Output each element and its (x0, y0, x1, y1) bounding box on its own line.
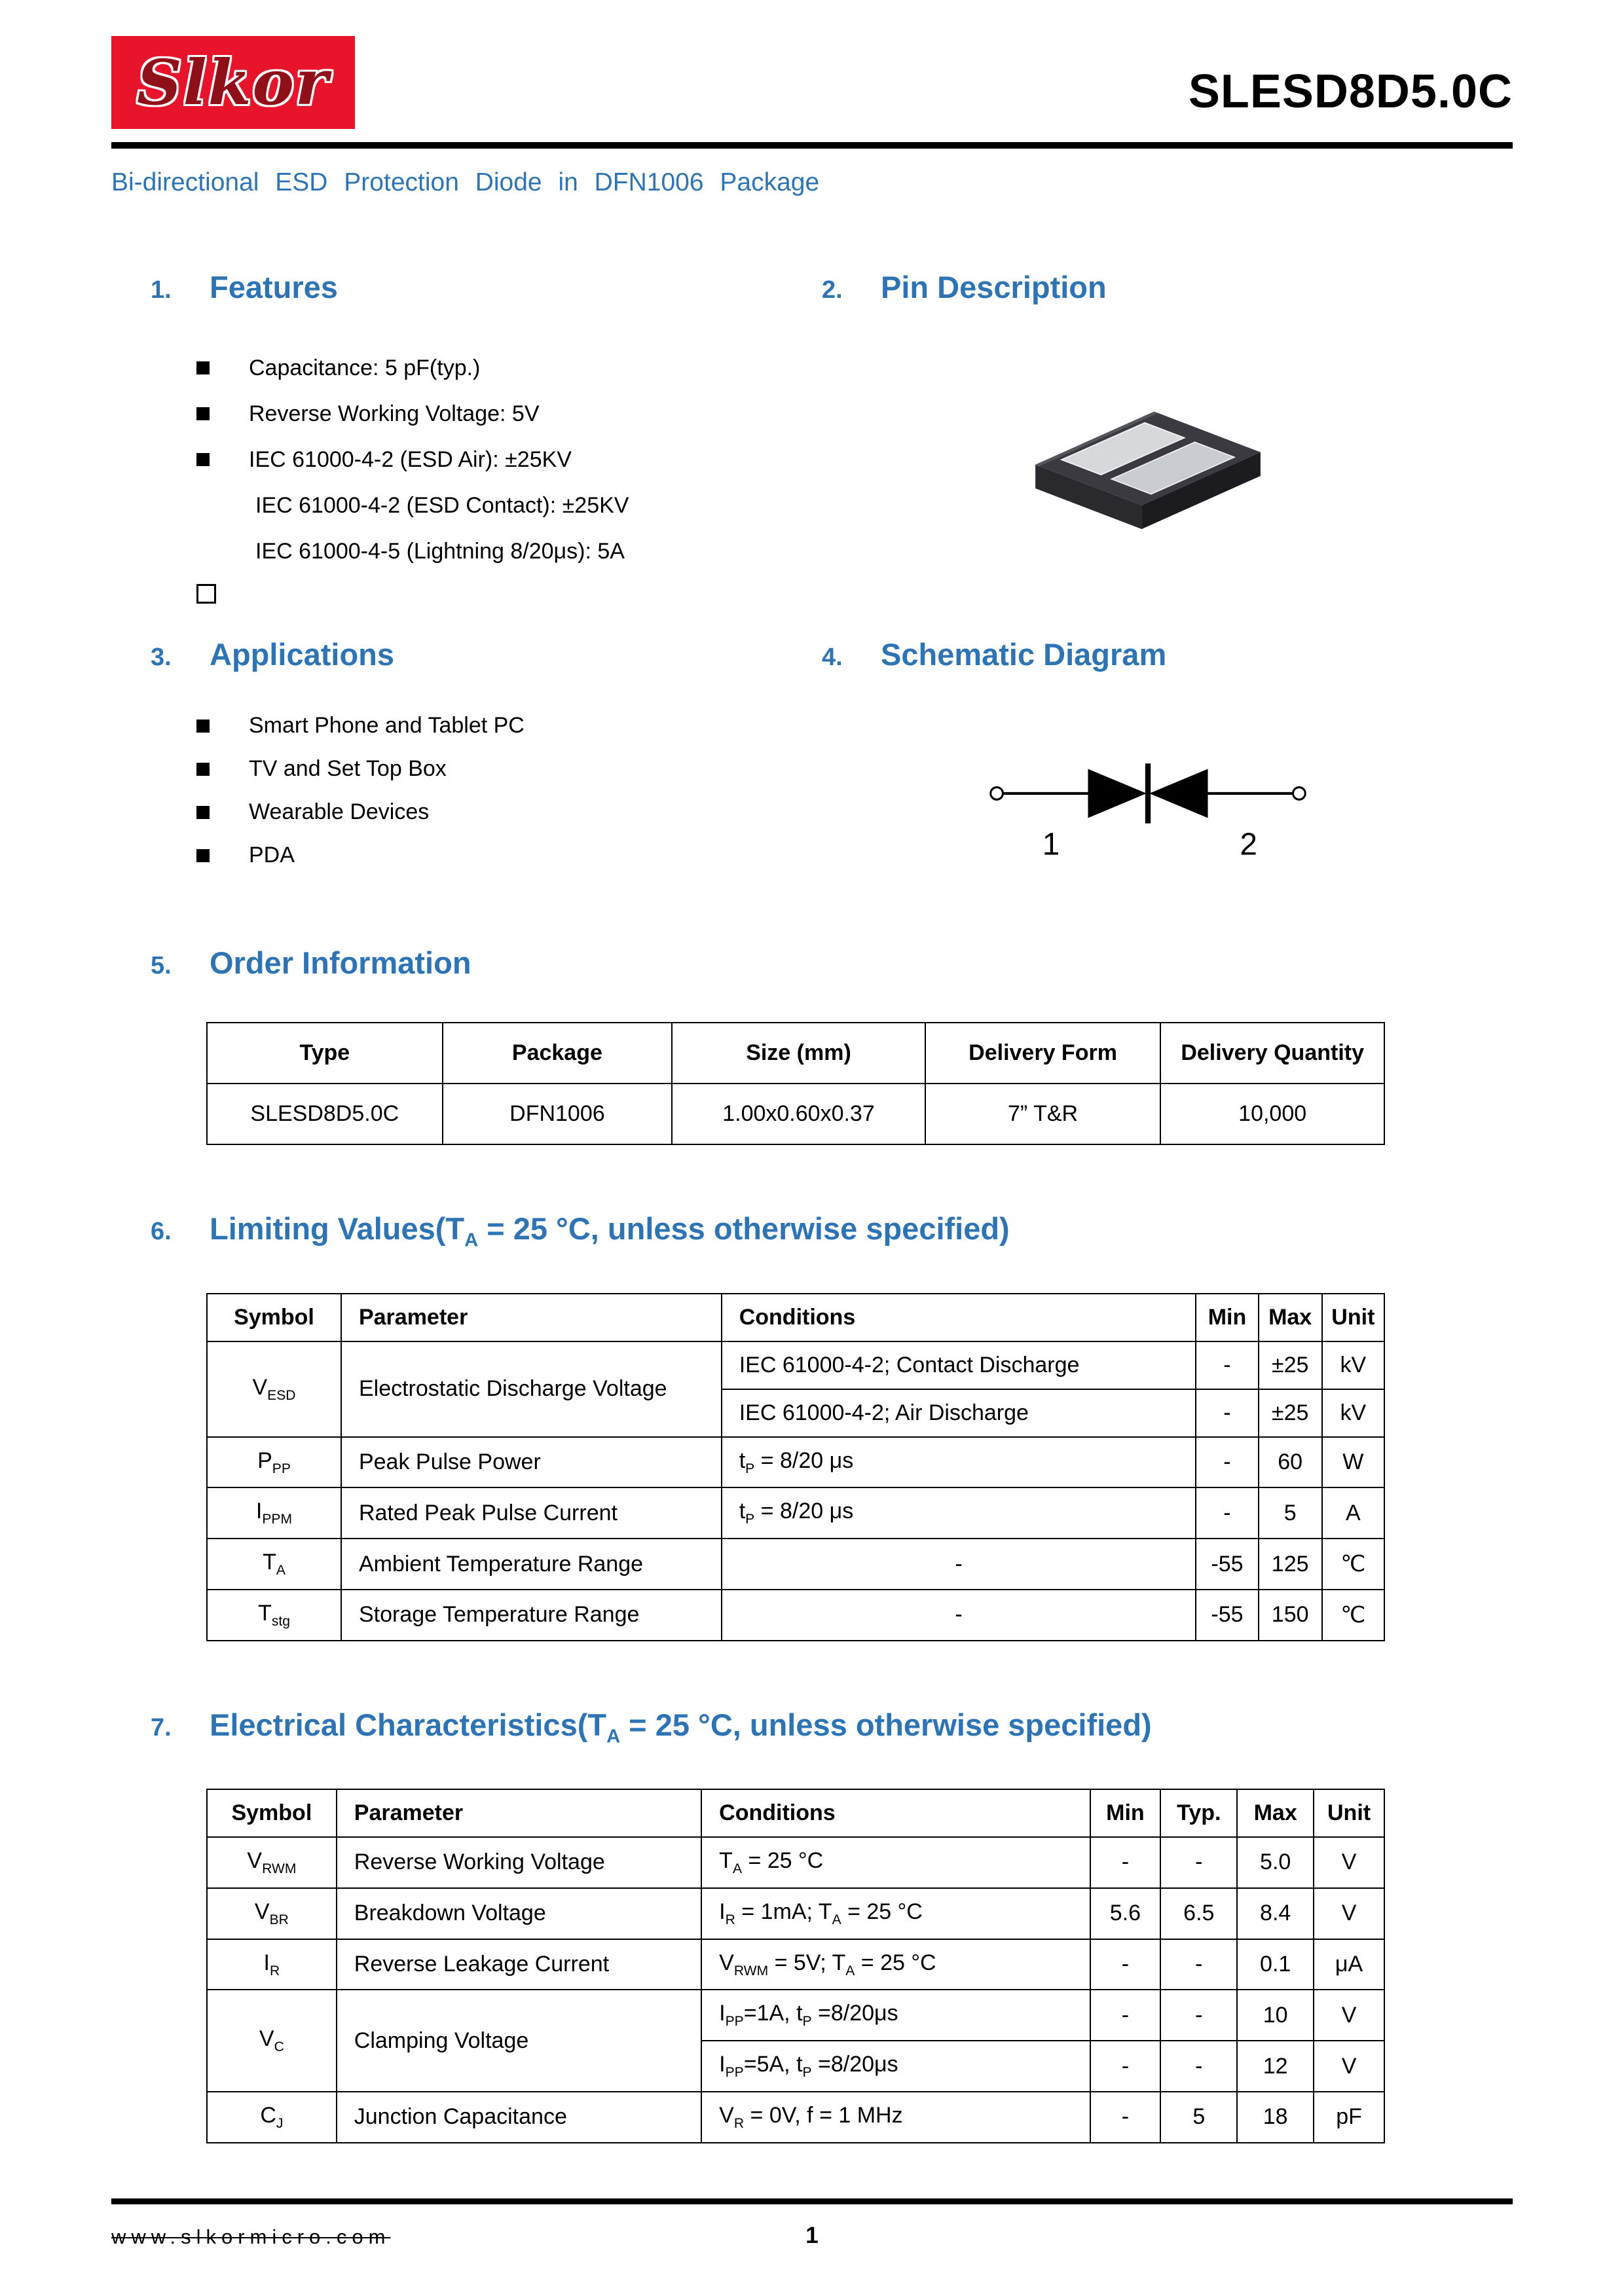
electrical-characteristics-table (206, 1789, 1385, 2143)
pin2-label: 2 (1239, 827, 1257, 862)
table-cell: ℃ (1322, 1590, 1384, 1641)
table-cell: V (1314, 2041, 1384, 2092)
table-cell: Breakdown Voltage (337, 1888, 701, 1939)
table-cell: $I_{PPM}$ (207, 1487, 341, 1539)
square-bullet-icon (196, 361, 210, 374)
table-cell: -55 (1196, 1539, 1258, 1590)
dfn-package-image (1004, 365, 1292, 558)
section-number: 1. (151, 276, 172, 304)
application-item (196, 756, 783, 782)
feature-text: Capacitance: 5 pF(typ.) (249, 355, 481, 380)
table-cell: SLESD8D5.0C (207, 1084, 443, 1144)
table-row (207, 1437, 1384, 1488)
feature-item (196, 355, 783, 381)
section-number: 4. (822, 644, 843, 672)
table-cell: $I_{PP}=1A$, $t_P =8/20\mu s$ (701, 1990, 1090, 2041)
column-header: Parameter (341, 1294, 722, 1341)
electrical-characteristics-heading (151, 1707, 1513, 1748)
table-cell: 150 (1259, 1590, 1322, 1641)
table-cell: $V_{RWM}$ (207, 1837, 337, 1888)
table-row (207, 1539, 1384, 1590)
section-title: Schematic Diagram (881, 637, 1167, 672)
table-cell: ±25 (1259, 1341, 1322, 1389)
table-cell: - (722, 1539, 1196, 1590)
table-cell: 6.5 (1160, 1888, 1237, 1939)
table-cell: - (722, 1590, 1196, 1641)
section-schematic-diagram (783, 604, 1513, 885)
table-cell: - (1196, 1487, 1258, 1539)
column-header: Max (1237, 1789, 1314, 1837)
part-number-title: SLESD8D5.0C (1188, 65, 1513, 118)
table-cell: $V_R = 0V$, f = 1 MHz (701, 2092, 1090, 2143)
square-bullet-icon (196, 453, 210, 466)
schematic-image-wrap (783, 746, 1513, 862)
column-header: Typ. (1160, 1789, 1237, 1837)
column-header: Type (207, 1023, 443, 1084)
table-cell: Reverse Leakage Current (337, 1939, 701, 1990)
table-header-row (207, 1789, 1384, 1837)
part-subtitle: Bi-directional ESD Protection Diode in DFN1006 Package (111, 168, 820, 196)
table-cell: $V_C$ (207, 1990, 337, 2092)
table-row (207, 2092, 1384, 2143)
table-cell: - (1090, 2041, 1161, 2092)
column-header: Delivery Form (925, 1023, 1161, 1084)
column-header: Delivery Quantity (1160, 1023, 1384, 1084)
table-cell: pF (1314, 2092, 1384, 2143)
table-cell: ±25 (1259, 1389, 1322, 1437)
table-cell: Junction Capacitance (337, 2092, 701, 2143)
header-divider (111, 142, 1513, 149)
table-row (207, 1487, 1384, 1539)
section-title: Order Information (210, 945, 471, 980)
table-cell: kV (1322, 1341, 1384, 1389)
table-cell: Peak Pulse Power (341, 1437, 722, 1488)
table-cell: $V_{RWM} = 5V$; $T_A = 25$ °C (701, 1939, 1090, 1990)
table-row (207, 1341, 1384, 1389)
column-header: Parameter (337, 1789, 701, 1837)
table-cell: 12 (1237, 2041, 1314, 2092)
table-row (207, 1837, 1384, 1888)
section-electrical-characteristics (111, 1707, 1513, 2143)
table-cell: IEC 61000-4-2; Contact Discharge (722, 1341, 1196, 1389)
table-row (207, 1990, 1384, 2041)
feature-text: IEC 61000-4-2 (ESD Contact): ±25KV (255, 492, 629, 518)
table-cell: ℃ (1322, 1539, 1384, 1590)
slkor-logo-text: Slkor (137, 46, 329, 119)
table-cell: $t_P = 8/20$ μs (722, 1437, 1196, 1488)
table-cell: DFN1006 (443, 1084, 673, 1144)
table-cell: $I_{PP}=5A$, $t_P =8/20\mu s$ (701, 2041, 1090, 2092)
table-cell: $V_{BR}$ (207, 1888, 337, 1939)
table-cell: $V_{ESD}$ (207, 1341, 341, 1437)
table-cell: 18 (1237, 2092, 1314, 2143)
slkor-logo (111, 36, 355, 129)
schematic-heading (822, 636, 1513, 673)
column-header: Max (1259, 1294, 1322, 1341)
applications-list (196, 713, 783, 869)
pin-description-heading (822, 269, 1513, 306)
feature-text: IEC 61000-4-2 (ESD Air): ±25KV (249, 446, 572, 472)
table-cell: 0.1 (1237, 1939, 1314, 1990)
table-cell: $T_A$ (207, 1539, 341, 1590)
table-cell: 10 (1237, 1990, 1314, 2041)
table-header-row (207, 1023, 1384, 1084)
section-limiting-values (111, 1211, 1513, 1641)
table-cell: 1.00x0.60x0.37 (672, 1084, 925, 1144)
feature-item (196, 446, 783, 473)
limiting-values-table (206, 1293, 1385, 1641)
section-title: Applications (210, 637, 395, 672)
table-cell: - (1160, 2041, 1237, 2092)
table-cell: - (1090, 1837, 1161, 1888)
column-header: Package (443, 1023, 673, 1084)
footer-website: www.slkormicro.com (111, 2225, 391, 2248)
application-text: PDA (249, 843, 295, 868)
table-cell: $P_{PP}$ (207, 1437, 341, 1488)
applications-heading (151, 636, 783, 673)
table-cell: V (1314, 1990, 1384, 2041)
table-row (207, 1590, 1384, 1641)
table-cell: $T_{stg}$ (207, 1590, 341, 1641)
table-cell: A (1322, 1487, 1384, 1539)
table-cell: 8.4 (1237, 1888, 1314, 1939)
section-pin-description (783, 269, 1513, 604)
table-cell: -55 (1196, 1590, 1258, 1641)
table-cell: 5 (1160, 2092, 1237, 2143)
table-cell: 60 (1259, 1437, 1322, 1488)
package-image-wrap (783, 365, 1513, 558)
footer-divider (111, 2198, 1513, 2204)
square-bullet-icon (196, 720, 210, 733)
table-cell: 7” T&R (925, 1084, 1161, 1144)
table-cell: 5.0 (1237, 1837, 1314, 1888)
square-bullet-icon (196, 407, 210, 420)
table-cell: V (1314, 1888, 1384, 1939)
diode-triangle-left-icon (1088, 769, 1146, 818)
section-features (111, 269, 783, 604)
table-cell: V (1314, 1837, 1384, 1888)
footer-page-number: 1 (805, 2223, 819, 2248)
table-cell: Ambient Temperature Range (341, 1539, 722, 1590)
table-cell: - (1160, 1939, 1237, 1990)
feature-item (196, 492, 783, 519)
column-header: Symbol (207, 1789, 337, 1837)
table-row (207, 1888, 1384, 1939)
application-text: Wearable Devices (249, 799, 430, 825)
section-order-information (111, 945, 1513, 1145)
table-cell: μA (1314, 1939, 1384, 1990)
two-column-area (111, 269, 1513, 886)
table-cell: $T_A = 25$ °C (701, 1837, 1090, 1888)
table-cell: - (1160, 1837, 1237, 1888)
table-cell: W (1322, 1437, 1384, 1488)
square-bullet-icon (196, 763, 210, 776)
table-cell: $I_R = 1mA$; $T_A = 25$ °C (701, 1888, 1090, 1939)
page-footer (111, 2220, 1513, 2253)
feature-item (196, 401, 783, 427)
pin2-terminal-icon (1293, 787, 1305, 799)
square-bullet-icon (196, 849, 210, 862)
application-text: TV and Set Top Box (249, 756, 447, 782)
application-item (196, 713, 783, 739)
feature-text: Reverse Working Voltage: 5V (249, 401, 540, 426)
table-cell: - (1090, 2092, 1161, 2143)
pin1-label: 1 (1042, 827, 1060, 862)
column-header: Size (mm) (672, 1023, 925, 1084)
table-cell: 10,000 (1160, 1084, 1384, 1144)
column-header: Min (1196, 1294, 1258, 1341)
table-cell: Electrostatic Discharge Voltage (341, 1341, 722, 1437)
table-cell: 5.6 (1090, 1888, 1161, 1939)
table-cell: - (1196, 1341, 1258, 1389)
table-header-row (207, 1294, 1384, 1341)
order-information-table (206, 1022, 1385, 1145)
table-cell: $C_J$ (207, 2092, 337, 2143)
order-information-heading (151, 945, 1513, 981)
empty-checkbox (196, 584, 216, 604)
column-header: Unit (1322, 1294, 1384, 1341)
features-list (196, 355, 783, 564)
table-cell: - (1196, 1437, 1258, 1488)
table-cell: Reverse Working Voltage (337, 1837, 701, 1888)
section-number: 5. (151, 951, 172, 979)
table-cell: - (1196, 1389, 1258, 1437)
section-title: Features (210, 270, 338, 304)
section-number: 2. (822, 276, 843, 304)
section-number: 6. (151, 1218, 172, 1246)
table-row (207, 1939, 1384, 1990)
table-cell: 125 (1259, 1539, 1322, 1590)
features-heading (151, 269, 783, 306)
application-item (196, 799, 783, 826)
table-cell: $I_R$ (207, 1939, 337, 1990)
table-cell: - (1160, 1990, 1237, 2041)
table-cell: $t_P = 8/20$ μs (722, 1487, 1196, 1539)
page-header (111, 36, 1513, 129)
table-cell: Storage Temperature Range (341, 1590, 722, 1641)
application-item (196, 843, 783, 869)
diode-triangle-right-icon (1149, 769, 1208, 818)
column-header: Min (1090, 1789, 1161, 1837)
column-header: Conditions (722, 1294, 1196, 1341)
section-title: Electrical $Characteristics(T_A = 25$ °C, unless otherwise specified) (210, 1707, 1152, 1747)
square-bullet-icon (196, 806, 210, 819)
table-cell: 5 (1259, 1487, 1322, 1539)
table-cell: Clamping Voltage (337, 1990, 701, 2092)
table-cell: Rated Peak Pulse Current (341, 1487, 722, 1539)
section-title: Pin Description (881, 270, 1107, 304)
table-cell: IEC 61000-4-2; Air Discharge (722, 1389, 1196, 1437)
column-header: Symbol (207, 1294, 341, 1341)
section-applications (111, 604, 783, 885)
table-cell: - (1090, 1939, 1161, 1990)
column-header: Unit (1314, 1789, 1384, 1837)
column-header: Conditions (701, 1789, 1090, 1837)
table-row (207, 1084, 1384, 1144)
feature-text: IEC 61000-4-5 (Lightning 8/20μs): 5A (255, 538, 625, 564)
section-number: 3. (151, 644, 172, 672)
limiting-values-heading (151, 1211, 1513, 1252)
pin1-terminal-icon (990, 787, 1003, 799)
tvs-diode-symbol (978, 746, 1318, 862)
feature-item (196, 538, 783, 564)
section-title: Limiting $Values(T_A = 25$ °C, unless otherwise specified) (210, 1211, 1010, 1251)
table-cell: - (1090, 1990, 1161, 2041)
section-number: 7. (151, 1713, 172, 1741)
table-cell: kV (1322, 1389, 1384, 1437)
application-text: Smart Phone and Tablet PC (249, 713, 525, 738)
